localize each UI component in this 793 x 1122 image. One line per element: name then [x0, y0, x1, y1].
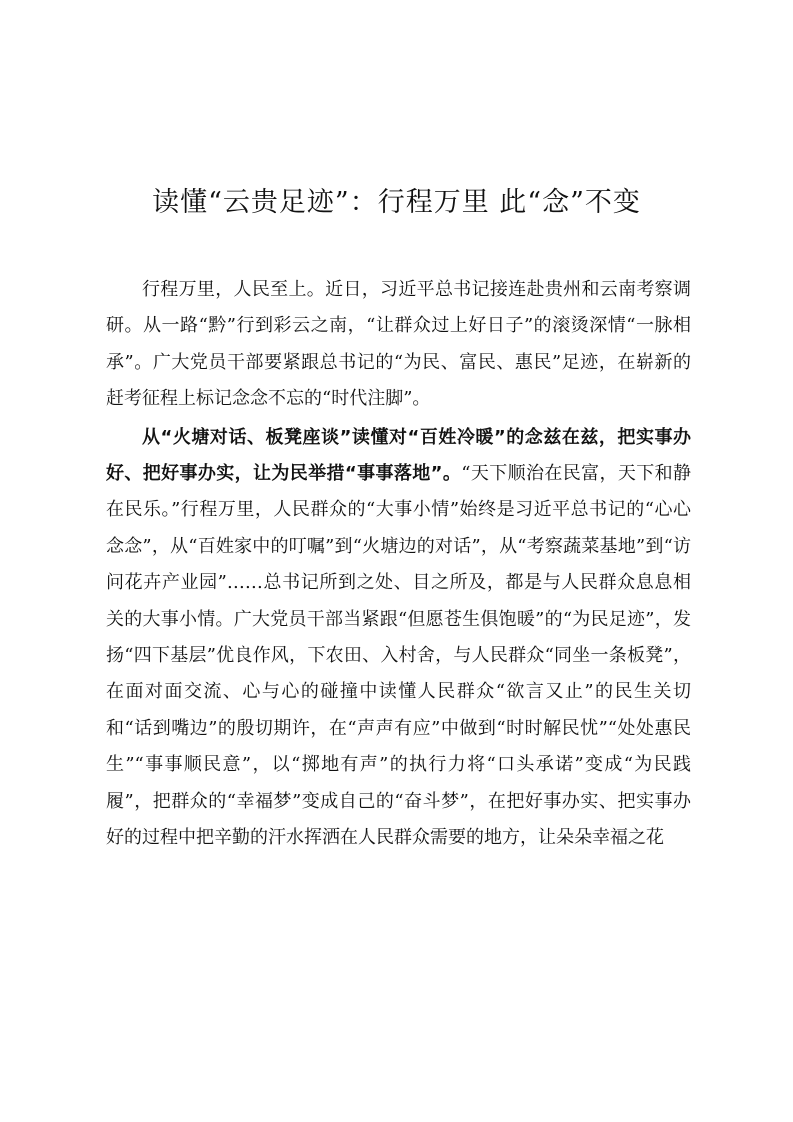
document-body	[106, 272, 691, 857]
paragraph-1	[106, 272, 691, 418]
paragraph-2	[106, 420, 691, 857]
paragraph-1-text: 行程万里，人民至上。近日，习近平总书记接连赴贵州和云南考察调研。从一路“黔”行到彩云之南，“让群众过上好日子”的滚烫深情“一脉相承”。广大党员干部要紧跟总书记的“为民、富民、惠民”足迹，在崭新的赶考征程上标记念念不忘的“时代注脚”。	[106, 279, 691, 410]
paragraph-2-lead: 从“火塘对话、板凳座谈”读懂对“百姓冷暖”的念兹在兹，把实事办好、把好事办实，让为民举措“事事落地”。	[106, 426, 691, 485]
paragraph-2-text: “天下顺治在民富，天下和静在民乐。”行程万里，人民群众的“大事小情”始终是习近平总书记的“心心念念”，从“百姓家中的叮嘱”到“火塘边的对话”，从“考察蔬菜基地”到“访问花卉产业园”……总书记所到之处、目之所及，都是与人民群众息息相关的大事小情。广大党员干部当紧跟“但愿苍生俱饱暖”的“为民足迹”，发扬“四下基层”优良作风，下农田、入村舍，与人民群众“同坐一条板凳”，在面对面交流、心与心的碰撞中读懂人民群众“欲言又止”的民生关切和“话到嘴边”的殷切期许，在“声声有应”中做到“时时解民忧”“处处惠民生”“事事顺民意”，以“掷地有声”的执行力将“口头承诺”变成“为民践履”，把群众的“幸福梦”变成自己的“奋斗梦”，在把好事办实、把实事办好的过程中把辛勤的汗水挥洒在人民群众需要的地方，让朵朵幸福之花	[106, 463, 691, 849]
document-title: 读懂“云贵足迹”：行程万里 此“念”不变	[152, 187, 641, 218]
